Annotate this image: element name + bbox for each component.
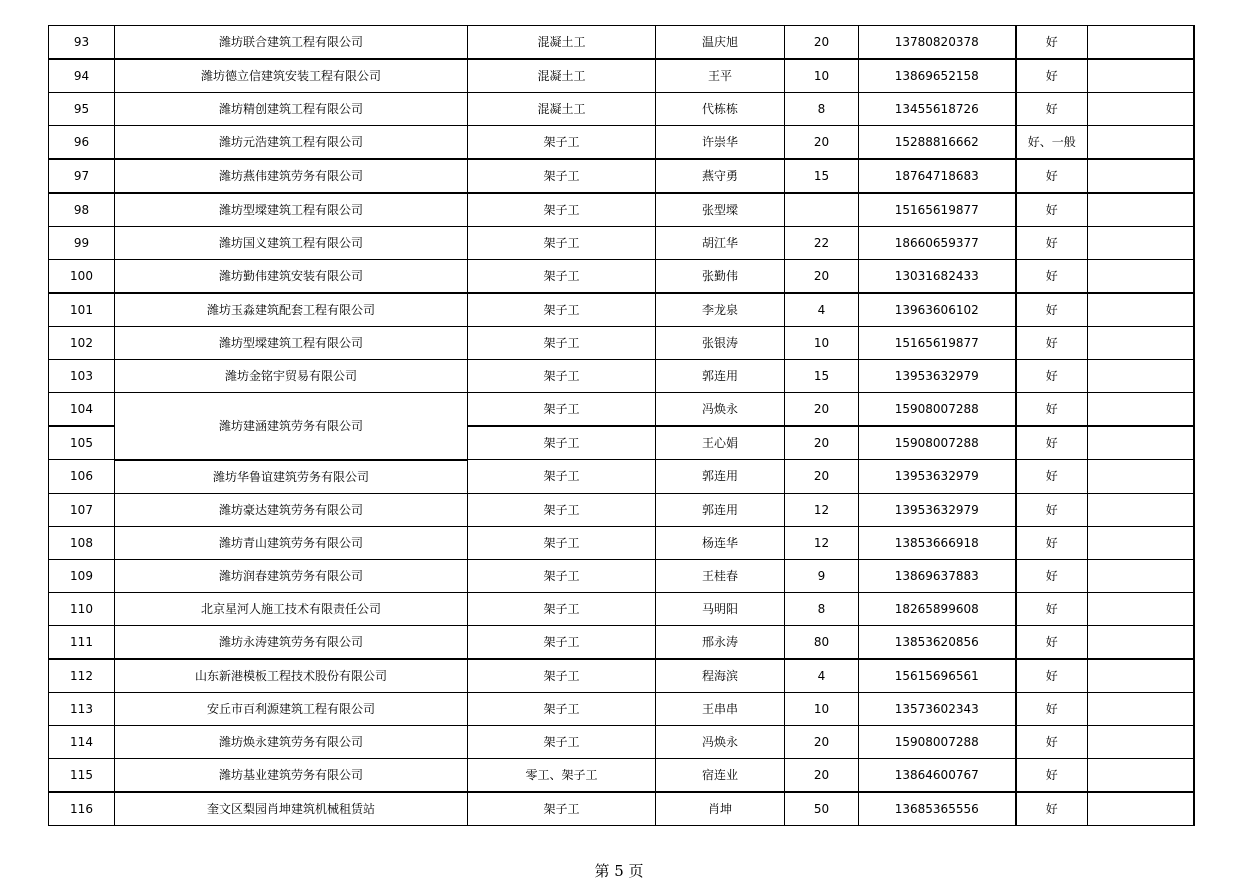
remark-cell	[1088, 293, 1194, 327]
worker-count-cell: 8	[785, 93, 859, 126]
row-number-cell: 104	[49, 393, 115, 427]
table-row	[49, 293, 1194, 327]
contact-person-cell: 杨连华	[656, 526, 785, 559]
remark-cell	[1088, 360, 1194, 393]
company-name-cell: 潍坊豪达建筑劳务有限公司	[115, 493, 468, 526]
rating-cell: 好	[1016, 592, 1088, 625]
trade-cell: 架子工	[468, 625, 656, 659]
row-number-cell: 109	[49, 559, 115, 592]
row-number-cell: 97	[49, 159, 115, 193]
rating-cell: 好	[1016, 526, 1088, 559]
contact-person-cell: 胡江华	[656, 227, 785, 260]
trade-cell: 混凝土工	[468, 26, 656, 60]
rating-cell: 好	[1016, 625, 1088, 659]
row-number-cell: 101	[49, 293, 115, 327]
trade-cell: 架子工	[468, 493, 656, 526]
row-number-cell: 113	[49, 692, 115, 725]
table-row	[49, 159, 1194, 193]
worker-count-cell: 12	[785, 493, 859, 526]
company-name-cell: 潍坊青山建筑劳务有限公司	[115, 526, 468, 559]
row-number-cell: 108	[49, 526, 115, 559]
rating-cell: 好	[1016, 559, 1088, 592]
remark-cell	[1088, 460, 1194, 494]
worker-count-cell: 20	[785, 393, 859, 427]
remark-cell	[1088, 59, 1194, 93]
contact-person-cell: 张勤伟	[656, 260, 785, 294]
table-row	[49, 493, 1194, 526]
contact-person-cell: 冯焕永	[656, 393, 785, 427]
worker-count-cell: 20	[785, 758, 859, 792]
company-name-cell: 北京星河人施工技术有限责任公司	[115, 592, 468, 625]
rating-cell: 好	[1016, 360, 1088, 393]
phone-cell: 13853666918	[859, 526, 1016, 559]
phone-cell: 13869652158	[859, 59, 1016, 93]
phone-cell: 13685365556	[859, 792, 1016, 826]
rating-cell: 好	[1016, 659, 1088, 693]
worker-count-cell	[785, 193, 859, 227]
row-number-cell: 94	[49, 59, 115, 93]
phone-cell: 13963606102	[859, 293, 1016, 327]
remark-cell	[1088, 393, 1194, 427]
table-row	[49, 227, 1194, 260]
row-number-cell: 103	[49, 360, 115, 393]
remark-cell	[1088, 559, 1194, 592]
table-row	[49, 792, 1194, 826]
contact-person-cell: 张型墚	[656, 193, 785, 227]
remark-cell	[1088, 592, 1194, 625]
worker-count-cell: 50	[785, 792, 859, 826]
worker-count-cell: 15	[785, 159, 859, 193]
phone-cell: 13853620856	[859, 625, 1016, 659]
company-name-cell: 潍坊型墚建筑工程有限公司	[115, 327, 468, 360]
rating-cell: 好	[1016, 725, 1088, 758]
table-row	[49, 393, 1194, 427]
rating-cell: 好	[1016, 260, 1088, 294]
rating-cell: 好	[1016, 692, 1088, 725]
contact-person-cell: 程海滨	[656, 659, 785, 693]
table-row	[49, 59, 1194, 93]
trade-cell: 架子工	[468, 426, 656, 460]
table-row	[49, 625, 1194, 659]
worker-count-cell: 15	[785, 360, 859, 393]
contact-person-cell: 王串串	[656, 692, 785, 725]
phone-cell: 15165619877	[859, 327, 1016, 360]
company-name-cell: 潍坊润春建筑劳务有限公司	[115, 559, 468, 592]
table-row	[49, 725, 1194, 758]
company-name-cell: 潍坊玉淼建筑配套工程有限公司	[115, 293, 468, 327]
rating-cell: 好	[1016, 293, 1088, 327]
trade-cell: 架子工	[468, 792, 656, 826]
worker-count-cell: 8	[785, 592, 859, 625]
table-row	[49, 526, 1194, 559]
row-number-cell: 114	[49, 725, 115, 758]
rating-cell: 好	[1016, 93, 1088, 126]
company-name-cell: 潍坊永涛建筑劳务有限公司	[115, 625, 468, 659]
table-row	[49, 260, 1194, 294]
contact-person-cell: 冯焕永	[656, 725, 785, 758]
row-number-cell: 115	[49, 758, 115, 792]
remark-cell	[1088, 327, 1194, 360]
worker-count-cell: 20	[785, 725, 859, 758]
trade-cell: 架子工	[468, 692, 656, 725]
contact-person-cell: 张银涛	[656, 327, 785, 360]
company-name-cell: 潍坊建涵建筑劳务有限公司	[115, 393, 468, 460]
remark-cell	[1088, 758, 1194, 792]
remark-cell	[1088, 493, 1194, 526]
remark-cell	[1088, 260, 1194, 294]
phone-cell: 13455618726	[859, 93, 1016, 126]
phone-cell: 18660659377	[859, 227, 1016, 260]
row-number-cell: 106	[49, 460, 115, 494]
trade-cell: 混凝土工	[468, 93, 656, 126]
company-name-cell: 安丘市百利源建筑工程有限公司	[115, 692, 468, 725]
company-name-cell: 潍坊联合建筑工程有限公司	[115, 26, 468, 60]
worker-count-cell: 80	[785, 625, 859, 659]
remark-cell	[1088, 692, 1194, 725]
rating-cell: 好	[1016, 26, 1088, 60]
company-name-cell: 潍坊精创建筑工程有限公司	[115, 93, 468, 126]
contact-person-cell: 郭连用	[656, 460, 785, 494]
table-row	[49, 327, 1194, 360]
table-row	[49, 592, 1194, 625]
trade-cell: 架子工	[468, 227, 656, 260]
phone-cell: 15615696561	[859, 659, 1016, 693]
trade-cell: 架子工	[468, 725, 656, 758]
contact-person-cell: 郭连用	[656, 360, 785, 393]
remark-cell	[1088, 792, 1194, 826]
trade-cell: 架子工	[468, 526, 656, 559]
worker-count-cell: 4	[785, 293, 859, 327]
trade-cell: 架子工	[468, 126, 656, 160]
company-name-cell: 潍坊华鲁谊建筑劳务有限公司	[115, 460, 468, 494]
table-row	[49, 559, 1194, 592]
worker-count-cell: 9	[785, 559, 859, 592]
trade-cell: 架子工	[468, 360, 656, 393]
contractor-table	[48, 25, 1195, 826]
rating-cell: 好	[1016, 159, 1088, 193]
contact-person-cell: 王心娟	[656, 426, 785, 460]
trade-cell: 架子工	[468, 193, 656, 227]
row-number-cell: 107	[49, 493, 115, 526]
phone-cell: 13953632979	[859, 493, 1016, 526]
remark-cell	[1088, 625, 1194, 659]
trade-cell: 架子工	[468, 460, 656, 494]
phone-cell: 13573602343	[859, 692, 1016, 725]
table-row	[49, 360, 1194, 393]
phone-cell: 13953632979	[859, 360, 1016, 393]
contact-person-cell: 郭连用	[656, 493, 785, 526]
phone-cell: 18265899608	[859, 592, 1016, 625]
row-number-cell: 110	[49, 592, 115, 625]
worker-count-cell: 10	[785, 59, 859, 93]
company-name-cell: 潍坊金铭宇贸易有限公司	[115, 360, 468, 393]
contact-person-cell: 马明阳	[656, 592, 785, 625]
contact-person-cell: 代栋栋	[656, 93, 785, 126]
table-row	[49, 93, 1194, 126]
remark-cell	[1088, 93, 1194, 126]
remark-cell	[1088, 526, 1194, 559]
trade-cell: 架子工	[468, 260, 656, 294]
table-row	[49, 692, 1194, 725]
row-number-cell: 100	[49, 260, 115, 294]
trade-cell: 架子工	[468, 159, 656, 193]
remark-cell	[1088, 126, 1194, 160]
contact-person-cell: 宿连业	[656, 758, 785, 792]
company-name-cell: 潍坊型墚建筑工程有限公司	[115, 193, 468, 227]
contact-person-cell: 王平	[656, 59, 785, 93]
worker-count-cell: 20	[785, 260, 859, 294]
worker-count-cell: 20	[785, 460, 859, 494]
trade-cell: 架子工	[468, 293, 656, 327]
worker-count-cell: 20	[785, 126, 859, 160]
page-number: 第 5 页	[594, 862, 644, 880]
trade-cell: 架子工	[468, 592, 656, 625]
trade-cell: 混凝土工	[468, 59, 656, 93]
contact-person-cell: 温庆旭	[656, 26, 785, 60]
contact-person-cell: 邢永涛	[656, 625, 785, 659]
contact-person-cell: 许崇华	[656, 126, 785, 160]
remark-cell	[1088, 159, 1194, 193]
company-name-cell: 潍坊元浩建筑工程有限公司	[115, 126, 468, 160]
trade-cell: 架子工	[468, 659, 656, 693]
row-number-cell: 102	[49, 327, 115, 360]
company-name-cell: 潍坊勤伟建筑安装有限公司	[115, 260, 468, 294]
company-name-cell: 潍坊国义建筑工程有限公司	[115, 227, 468, 260]
remark-cell	[1088, 26, 1194, 60]
phone-cell: 13031682433	[859, 260, 1016, 294]
phone-cell: 15165619877	[859, 193, 1016, 227]
company-name-cell: 潍坊焕永建筑劳务有限公司	[115, 725, 468, 758]
phone-cell: 15908007288	[859, 426, 1016, 460]
table-row	[49, 26, 1194, 60]
company-name-cell: 山东新港模板工程技术股份有限公司	[115, 659, 468, 693]
rating-cell: 好	[1016, 227, 1088, 260]
phone-cell: 13953632979	[859, 460, 1016, 494]
worker-count-cell: 4	[785, 659, 859, 693]
table-row	[49, 460, 1194, 494]
row-number-cell: 93	[49, 26, 115, 60]
rating-cell: 好	[1016, 493, 1088, 526]
remark-cell	[1088, 227, 1194, 260]
row-number-cell: 99	[49, 227, 115, 260]
trade-cell: 零工、架子工	[468, 758, 656, 792]
phone-cell: 15908007288	[859, 393, 1016, 427]
company-name-cell: 潍坊燕伟建筑劳务有限公司	[115, 159, 468, 193]
trade-cell: 架子工	[468, 393, 656, 427]
table-row	[49, 659, 1194, 693]
phone-cell: 18764718683	[859, 159, 1016, 193]
row-number-cell: 111	[49, 625, 115, 659]
phone-cell: 13780820378	[859, 26, 1016, 60]
contact-person-cell: 燕守勇	[656, 159, 785, 193]
worker-count-cell: 22	[785, 227, 859, 260]
rating-cell: 好	[1016, 426, 1088, 460]
remark-cell	[1088, 426, 1194, 460]
worker-count-cell: 20	[785, 426, 859, 460]
rating-cell: 好	[1016, 792, 1088, 826]
phone-cell: 15288816662	[859, 126, 1016, 160]
remark-cell	[1088, 659, 1194, 693]
rating-cell: 好	[1016, 59, 1088, 93]
phone-cell: 13869637883	[859, 559, 1016, 592]
trade-cell: 架子工	[468, 327, 656, 360]
table-row	[49, 758, 1194, 792]
row-number-cell: 112	[49, 659, 115, 693]
rating-cell: 好	[1016, 193, 1088, 227]
rating-cell: 好	[1016, 327, 1088, 360]
worker-count-cell: 10	[785, 327, 859, 360]
contact-person-cell: 李龙泉	[656, 293, 785, 327]
remark-cell	[1088, 193, 1194, 227]
rating-cell: 好、一般	[1016, 126, 1088, 160]
remark-cell	[1088, 725, 1194, 758]
company-name-cell: 潍坊德立信建筑安装工程有限公司	[115, 59, 468, 93]
row-number-cell: 95	[49, 93, 115, 126]
row-number-cell: 98	[49, 193, 115, 227]
worker-count-cell: 12	[785, 526, 859, 559]
row-number-cell: 96	[49, 126, 115, 160]
company-name-cell: 潍坊基业建筑劳务有限公司	[115, 758, 468, 792]
rating-cell: 好	[1016, 393, 1088, 427]
rating-cell: 好	[1016, 758, 1088, 792]
worker-count-cell: 20	[785, 26, 859, 60]
contact-person-cell: 肖坤	[656, 792, 785, 826]
table-body	[49, 26, 1194, 826]
contact-person-cell: 王桂春	[656, 559, 785, 592]
phone-cell: 13864600767	[859, 758, 1016, 792]
worker-count-cell: 10	[785, 692, 859, 725]
trade-cell: 架子工	[468, 559, 656, 592]
row-number-cell: 116	[49, 792, 115, 826]
table-row	[49, 193, 1194, 227]
row-number-cell: 105	[49, 426, 115, 460]
phone-cell: 15908007288	[859, 725, 1016, 758]
table-row	[49, 126, 1194, 160]
rating-cell: 好	[1016, 460, 1088, 494]
company-name-cell: 奎文区梨园肖坤建筑机械租赁站	[115, 792, 468, 826]
